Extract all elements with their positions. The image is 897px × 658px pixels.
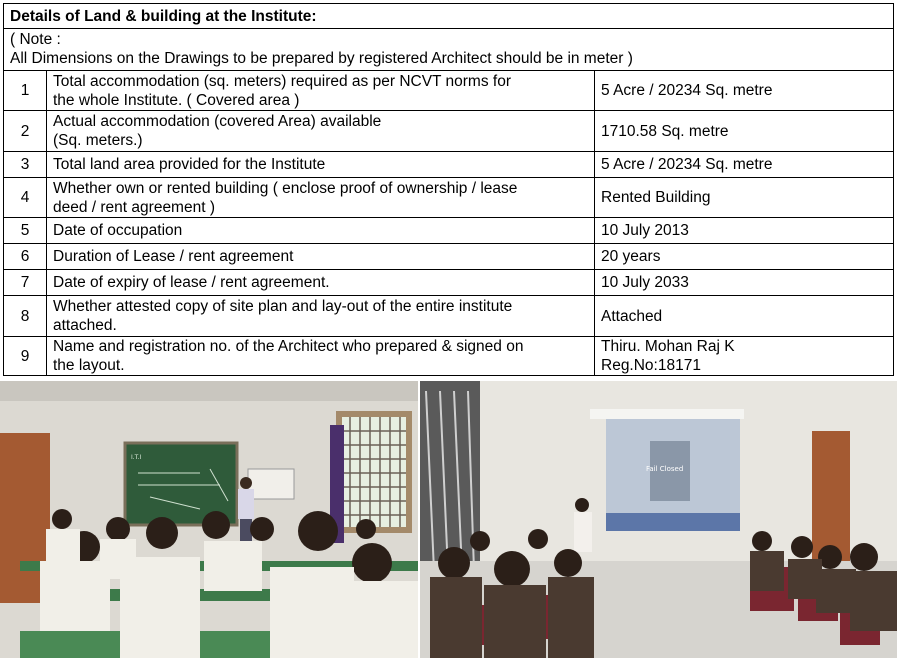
table-row: [4, 218, 894, 244]
row-number: 3: [4, 152, 47, 178]
row-value: 20 years: [595, 244, 894, 270]
row-number: 7: [4, 270, 47, 296]
table-heading: Details of Land & building at the Institute:: [4, 4, 894, 29]
classroom-illustration-right: [420, 381, 897, 658]
land-building-table: [3, 3, 894, 376]
table-row: [4, 152, 894, 178]
row-value: 5 Acre / 20234 Sq. metre: [595, 71, 894, 111]
row-value: 5 Acre / 20234 Sq. metre: [595, 152, 894, 178]
row-number: 5: [4, 218, 47, 244]
row-description: Date of occupation: [47, 218, 595, 244]
row-value: 10 July 2033: [595, 270, 894, 296]
row-description: Total land area provided for the Institute: [47, 152, 595, 178]
row-number: 1: [4, 71, 47, 111]
row-value: 10 July 2013: [595, 218, 894, 244]
row-number: 2: [4, 111, 47, 152]
table-row: [4, 178, 894, 218]
table-row: [4, 337, 894, 376]
classroom-photo-left: [0, 381, 418, 658]
row-value: Rented Building: [595, 178, 894, 218]
table-row: [4, 244, 894, 270]
row-number: 9: [4, 337, 47, 376]
classroom-illustration-left: [0, 381, 418, 658]
table-row: [4, 71, 894, 111]
note-line-2: All Dimensions on the Drawings to be prepared by registered Architect should be in meter ): [10, 50, 633, 67]
table-row: [4, 296, 894, 337]
row-description: Name and registration no. of the Architect who prepared & signed on the layout.: [47, 337, 595, 376]
row-number: 4: [4, 178, 47, 218]
photo-strip: [0, 381, 897, 658]
row-value: 1710.58 Sq. metre: [595, 111, 894, 152]
row-number: 8: [4, 296, 47, 337]
row-description: Duration of Lease / rent agreement: [47, 244, 595, 270]
classroom-photo-right: [420, 381, 897, 658]
screen-text: Fail Closed: [646, 465, 684, 473]
row-description: Date of expiry of lease / rent agreement.: [47, 270, 595, 296]
row-description: Total accommodation (sq. meters) required as per NCVT norms for the whole Institute. ( Covered area ): [47, 71, 595, 111]
table-row: [4, 111, 894, 152]
row-description: Whether own or rented building ( enclose proof of ownership / lease deed / rent agreement ): [47, 178, 595, 218]
table-note: [4, 29, 894, 71]
table-row: [4, 270, 894, 296]
row-value: Thiru. Mohan Raj K Reg.No:18171: [595, 337, 894, 376]
row-value: Attached: [595, 296, 894, 337]
row-description: Whether attested copy of site plan and lay-out of the entire institute attached.: [47, 296, 595, 337]
row-description: Actual accommodation (covered Area) available (Sq. meters.): [47, 111, 595, 152]
row-number: 6: [4, 244, 47, 270]
board-text: I.T.I: [131, 454, 142, 461]
note-line-1: ( Note :: [10, 31, 61, 48]
